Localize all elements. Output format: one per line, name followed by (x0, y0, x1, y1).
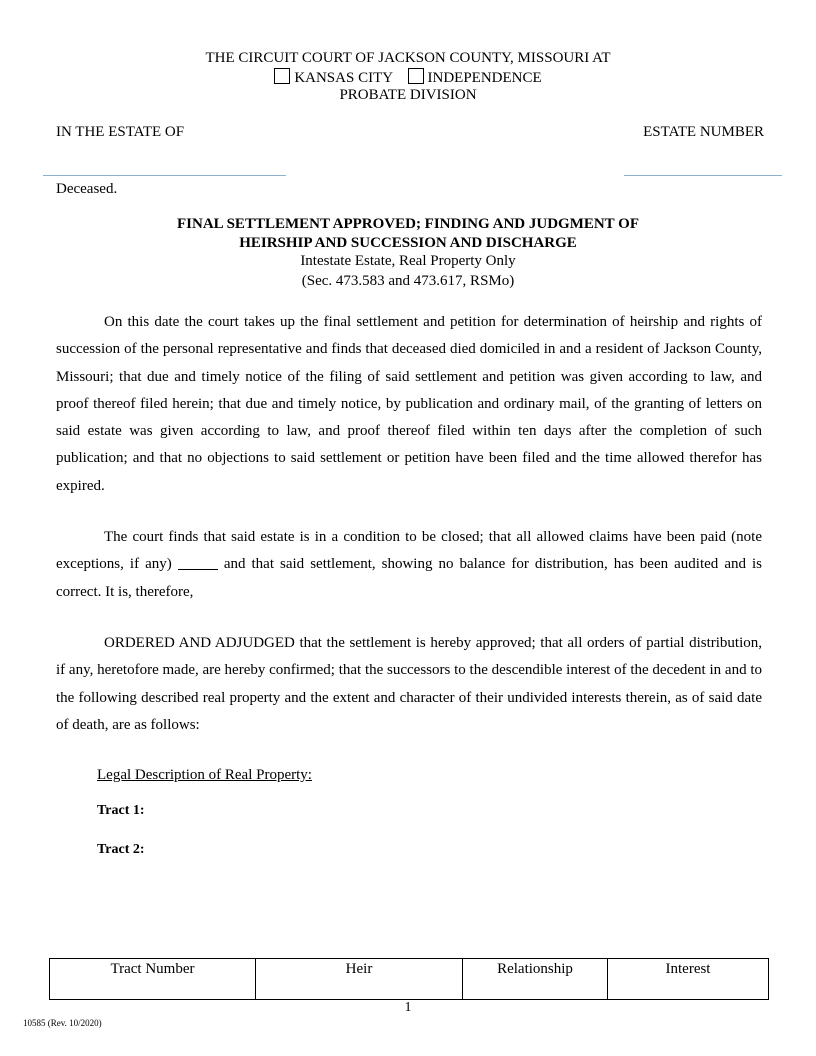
col-relationship: Relationship (463, 959, 608, 1000)
kansas-city-checkbox[interactable] (274, 68, 290, 84)
form-id: 10585 (Rev. 10/2020) (23, 1018, 102, 1028)
col-tract-number: Tract Number (50, 959, 256, 1000)
exceptions-blank[interactable] (178, 555, 218, 570)
document-title-line2: HEIRSHIP AND SUCCESSION AND DISCHARGE (239, 235, 577, 251)
col-interest: Interest (608, 959, 769, 1000)
kansas-city-label: KANSAS CITY (294, 70, 393, 86)
estate-name-field[interactable] (43, 175, 286, 176)
division-heading: PROBATE DIVISION (339, 87, 477, 103)
document-subtitle: Intestate Estate, Real Property Only (300, 253, 516, 269)
order-paragraph: ORDERED AND ADJUDGED that the settlement is hereby approved; that all orders of partial distribution, if any, heretofore made, are hereby confirmed; that the successors to the descendible interest of the decedent in and to the following described real property and the extent and character of their undivided interests therein, as of said date of death, are as follows: (56, 635, 762, 733)
col-heir: Heir (256, 959, 463, 1000)
document-title-line1: FINAL SETTLEMENT APPROVED; FINDING AND JUDGMENT OF (177, 216, 639, 232)
statute-reference: (Sec. 473.583 and 473.617, RSMo) (301, 273, 515, 289)
closing-paragraph: The court finds that said estate is in a condition to be closed; that all allowed claims have been paid (note exceptions, if any) and that said settlement, showing no balance for distribution, has been audited and is correct. It is, therefore, (56, 529, 763, 600)
tract-1-label: Tract 1: (97, 803, 145, 818)
location-options (0, 68, 816, 87)
page-number: 1 (404, 1000, 412, 1015)
estate-number-field[interactable] (624, 175, 782, 176)
estate-of-label: IN THE ESTATE OF (56, 124, 185, 140)
deceased-label: Deceased. (56, 181, 118, 197)
tracts-table (49, 958, 769, 1000)
court-heading: THE CIRCUIT COURT OF JACKSON COUNTY, MISSOURI AT (205, 50, 611, 66)
independence-label: INDEPENDENCE (427, 70, 542, 86)
legal-description-heading: Legal Description of Real Property: (97, 767, 312, 783)
table-header-row (50, 959, 769, 1000)
tract-2-label: Tract 2: (97, 842, 145, 857)
findings-paragraph: On this date the court takes up the final settlement and petition for determination of heirship and rights of succession of the personal representative and finds that deceased died domiciled in and a resident of Jackson County, Missouri; that due and timely notice of the filing of said settlement and petition was given according to law, and proof thereof filed herein; that due and timely notice, by publication and ordinary mail, of the granting of letters on said estate was given according to law, and proof thereof filed within ten days after the completion of such publication; and that no objections to said settlement or petition have been filed and the time allowed therefor has expired. (56, 314, 762, 494)
estate-number-label: ESTATE NUMBER (643, 124, 764, 140)
independence-checkbox[interactable] (408, 68, 424, 84)
